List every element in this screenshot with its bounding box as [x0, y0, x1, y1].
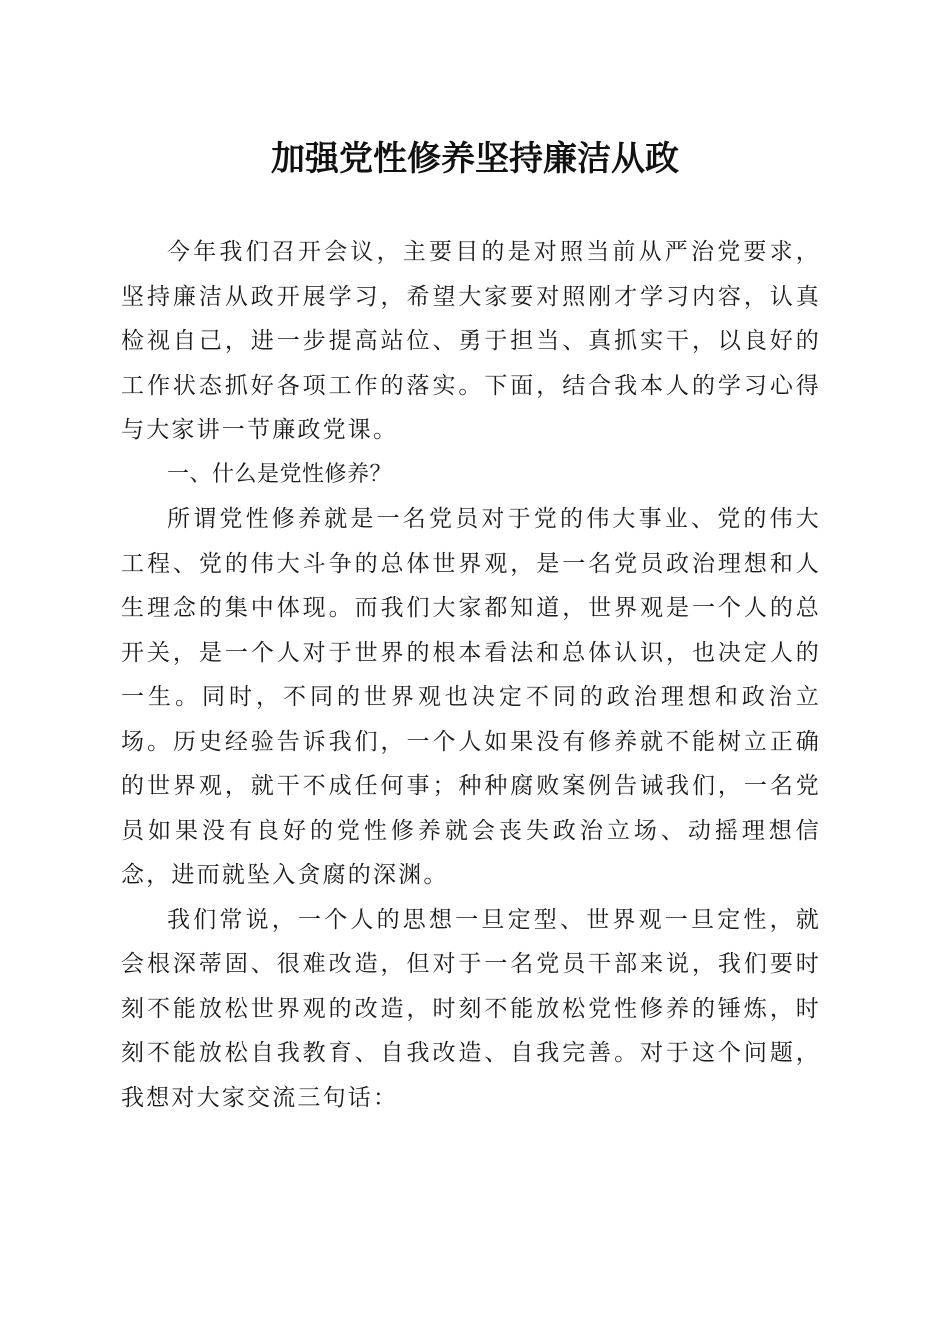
intro-paragraph: 今年我们召开会议，主要目的是对照当前从严治党要求，坚持廉洁从政开展学习，希望大家要对照刚才学习内容，认真检视自己，进一步提高站位、勇于担当、真抓实干，以良好的工作状态抓好各项工作的落实。下面，结合我本人的学习心得与大家讲一节廉政党课。 — [121, 239, 821, 443]
document-body — [121, 230, 821, 1120]
section-heading: 一、什么是党性修养？ — [167, 461, 393, 487]
body-paragraph: 我们常说，一个人的思想一旦定型、世界观一旦定性，就会根深蒂固、很难改造，但对于一名党员干部来说，我们要时刻不能放松世界观的改造，时刻不能放松党性修养的锤炼，时刻不能放松自我教育、自我改造、自我完善。对于这个问题，我想对大家交流三句话： — [121, 906, 821, 1111]
body-paragraph: 所谓党性修养就是一名党员对于党的伟大事业、党的伟大工程、党的伟大斗争的总体世界观，是一名党员政治理想和人生理念的集中体现。而我们大家都知道，世界观是一个人的总开关，是一个人对于世界的根本看法和总体认识，也决定人的一生。同时，不同的世界观也决定不同的政治理想和政治立场。历史经验告诉我们，一个人如果没有修养就不能树立正确的世界观，就干不成任何事；种种腐败案例告诫我们，一名党员如果没有良好的党性修养就会丧失政治立场、动摇理想信念，进而就坠入贪腐的深渊。 — [121, 506, 821, 888]
document-title: 加强党性修养坚持廉洁从政 — [271, 139, 679, 179]
